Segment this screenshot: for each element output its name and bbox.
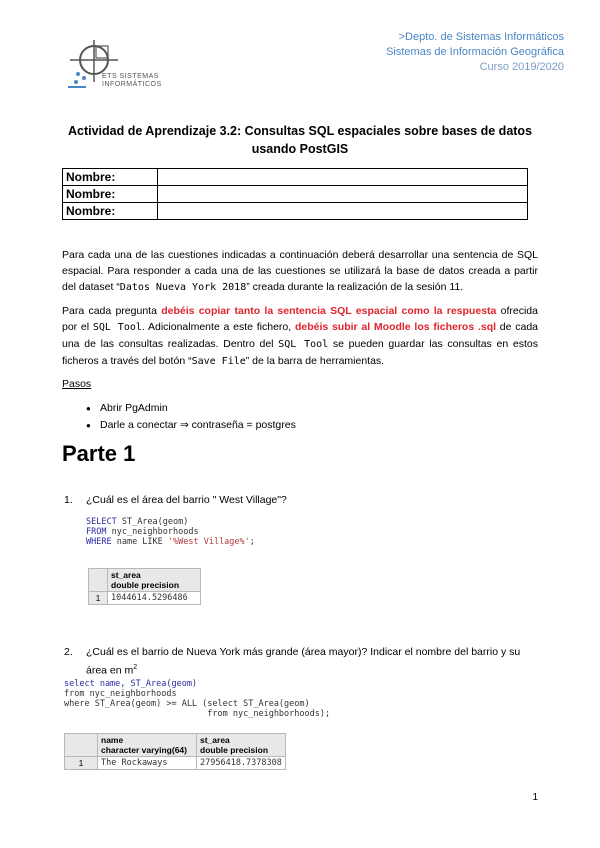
name-row: Nombre: bbox=[63, 169, 528, 186]
student-names-table bbox=[62, 168, 528, 220]
section-heading: Parte 1 bbox=[62, 441, 136, 466]
column-header: st_area double precision bbox=[197, 734, 286, 757]
column-header: name character varying(64) bbox=[98, 734, 197, 757]
table-row: 1 The Rockaways 27956418.7378308 bbox=[65, 757, 286, 770]
highlight-copy-instruction: debéis copiar tanto la sentencia SQL espacial como la respuesta bbox=[161, 305, 497, 317]
logo-text: ETS SISTEMAS INFORMÁTICOS bbox=[102, 73, 162, 88]
dataset-name: Datos Nueva York 2018 bbox=[119, 282, 247, 293]
page-number: 1 bbox=[532, 792, 538, 803]
table-row: 1 1044614.5296486 bbox=[89, 592, 201, 605]
list-item: ● Abrir PgAdmin bbox=[86, 402, 296, 419]
q1-result-grid bbox=[88, 568, 201, 605]
question-1: 1. ¿Cuál es el área del barrio " West Village"? bbox=[64, 494, 287, 506]
steps-heading: Pasos bbox=[62, 378, 92, 390]
list-item: ● Darle a conectar ⇒ contraseña = postgres bbox=[86, 419, 296, 436]
intro-paragraph: Para cada una de las cuestiones indicadas a continuación deberá desarrollar una sentencia de SQL espacial. Para responder a cada una de las cuestiones se utilizará la base de datos creada a partir del dataset “Datos Nueva York 2018” creada durante la realización de la sesión 11. bbox=[62, 249, 538, 293]
result-cell[interactable]: 27956418.7378308 bbox=[197, 757, 286, 770]
header-academic-year: Curso 2019/2020 bbox=[479, 61, 564, 73]
question-2: 2. ¿Cuál es el barrio de Nueva York más grande (área mayor)? Indicar el nombre del barrio y su área en $m^2$ bbox=[64, 646, 521, 677]
save-file-label: Save File bbox=[191, 356, 246, 367]
q2-result-grid bbox=[64, 733, 286, 770]
header-course-name: Sistemas de Información Geográfica bbox=[386, 46, 564, 58]
column-header: st_area double precision bbox=[108, 569, 201, 592]
result-cell[interactable]: The Rockaways bbox=[98, 757, 197, 770]
header-department: >Depto. de Sistemas Informáticos bbox=[398, 31, 564, 43]
q1-sql-code: SELECT ST_Area(geom) FROM nyc_neighborhoods WHERE name LIKE '%West Village%'; bbox=[86, 517, 255, 547]
name-field[interactable] bbox=[158, 203, 528, 220]
result-cell[interactable]: 1044614.5296486 bbox=[108, 592, 201, 605]
steps-list bbox=[86, 402, 296, 436]
name-field[interactable] bbox=[158, 186, 528, 203]
q2-sql-code: select name, ST_Area(geom) from nyc_neighborhoods where ST_Area(geom) >= ALL (select ST_Area(geom) from nyc_neighborhoods); bbox=[64, 679, 331, 719]
document-title: Actividad de Aprendizaje 3.2: Consultas SQL espaciales sobre bases de datos usando PostGIS bbox=[67, 124, 533, 156]
highlight-upload-instruction: debéis subir al Moodle los ficheros .sql bbox=[294, 321, 497, 333]
instructions-paragraph: Para cada pregunta debéis copiar tanto la sentencia SQL espacial como la respuesta ofrecida por el SQL Tool. Adicionalmente a este fichero, debéis subir al Moodle los ficheros .sql de cada una de las consultas realizadas. Dentro del SQL Tool se pueden guardar las consultas en estos ficheros a través del botón “Save File” de la barra de herramientas. bbox=[62, 305, 538, 367]
name-field[interactable] bbox=[158, 169, 528, 186]
name-row: Nombre: bbox=[63, 203, 528, 220]
header-institution bbox=[386, 30, 564, 75]
name-row: Nombre: bbox=[63, 186, 528, 203]
